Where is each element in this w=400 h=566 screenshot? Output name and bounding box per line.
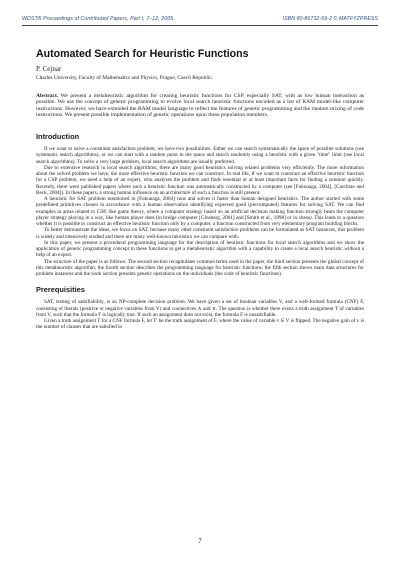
intro-paragraph: In this paper, we present a procedural programming language for the description of heuristic functions for local search algorithms and we show the application of genetic programming concept to these functions to get a metaheuristic algorithm with a capability to create a local search heuristic without a help of an expert. xyxy=(36,239,364,259)
header-rule xyxy=(22,25,378,26)
paper-content xyxy=(36,48,364,331)
prereq-paragraph: SAT, testing of satisfiability, is an NP-complete decision problem. We have given a set of boolean variables V, and a well-formed formula (CNF) F, consisting of literals (positive or negative variables from V) and connectives ∧ and ∨. The question is whether there exists a truth assignment T of variables from V, such that the formula F is logically true. If such an assignment does not exist, the formula F is unsatisfiable. xyxy=(36,299,364,318)
running-header-right: ISBN 80-86732-59-2 © MATFYZPRESS xyxy=(282,16,378,22)
abstract-label: Abstract. xyxy=(36,93,59,99)
intro-paragraph: A heuristic for SAT problem mentioned in [Fukunaga, 2004] runs and solves it faster than human designed heuristics. The author started with some predefined primitives chosen in accordance with a human observation identifying expected good (precomputed) features for solving SAT. We can find examples in areas related to CSP, like game theory, where a computer strategy based on an artificial decision making function strongly beats the computer player strategy playing in a way, like human player does (in bridge computer [Ginsberg, 2001] and [Smith et al., 1998] or in chess). This leads to a question whether it is possible to construct an effective heuristic function only by a computer, a function constructed from very elementary program building blocks. xyxy=(36,196,364,228)
abstract xyxy=(36,93,364,118)
intro-paragraph: Due to extensive research in local search algorithms, there are many good heuristics solving related problems very efficiently. The more information about the solved problem we have, the more effective heuristic function we can construct. In real life, if we want to construct an effective heuristic function for a CSP problem, we need a help of an expert, who analyses the problem and finds essential or at least important facts for finding a solution quickly. Recently, there were published papers where such a heuristic function was automatically constructed by a computer (see [Fukunaga, 2004], [Carchrae and Beck, 2004]). In these papers, a strong human influence on an architecture of such a function is still present. xyxy=(36,164,364,196)
abstract-text: We present a metaheuristic algorithm for creating heuristic functions for CSP, especially SAT, with as low human interaction as possible. We use the concept of genetic programming to evolve local search heuristic functions encoded as a list of RAM model-like computer instructions. However, we have extended the RAM model language to reflect the features of genetic programming and the random mixing of code instructions. We present possible implementation of genetic operations upon these population members. xyxy=(36,93,364,118)
paper-affiliation: Charles University, Faculty of Mathematics and Physics, Prague, Czech Republic. xyxy=(36,75,214,81)
paper-title: Automated Search for Heuristic Functions xyxy=(36,48,249,60)
section-title-prerequisities: Prerequisities xyxy=(36,285,85,295)
running-header xyxy=(22,16,378,22)
section-gap xyxy=(36,277,364,285)
intro-paragraph: If we want to solve a constraint satisfaction problem, we have two possibilities. Either we can search systematically the space of possible solutions (use systematic search algorithms), or we can start with a random point in the space and search randomly using a heuristic with a given "time" limit (use local search algorithms). To solve a very large problem, local search algorithms are usually preferred. xyxy=(36,146,364,165)
page-number: 7 xyxy=(198,537,202,545)
prereq-paragraph: Given a truth assignment T for a CNF formula F, let T′ be the truth assignment of F, where the value of variable v ∈ V is flipped. The negative gain of v is the number of clauses that are satisfied in xyxy=(36,318,364,331)
paper-author: P. Cejnar xyxy=(36,65,62,73)
running-header-left: WDS'05 Proceedings of Contributed Papers, Part I, 7–12, 2005. xyxy=(22,16,175,22)
intro-paragraph: The structure of the paper is as follows: The second section recapitulates common terms used in the paper, the third section presents the global concept of this metaheuristic algorithm, the fourth section describes the programming language for heuristic functions, the fifth section shows main data structures for problem instances and the sixth section presents genetic operations on the individuals (the code of heuristic functions). xyxy=(36,258,364,278)
section-title-introduction: Introduction xyxy=(36,132,80,142)
intro-paragraph: To better demonstrate the ideas, we focus on SAT, because many other constraint satisfaction problems can be formulated as SAT instances, this problem is widely and intensively studied and there are many well-known heuristics we can compare with. xyxy=(36,227,364,240)
